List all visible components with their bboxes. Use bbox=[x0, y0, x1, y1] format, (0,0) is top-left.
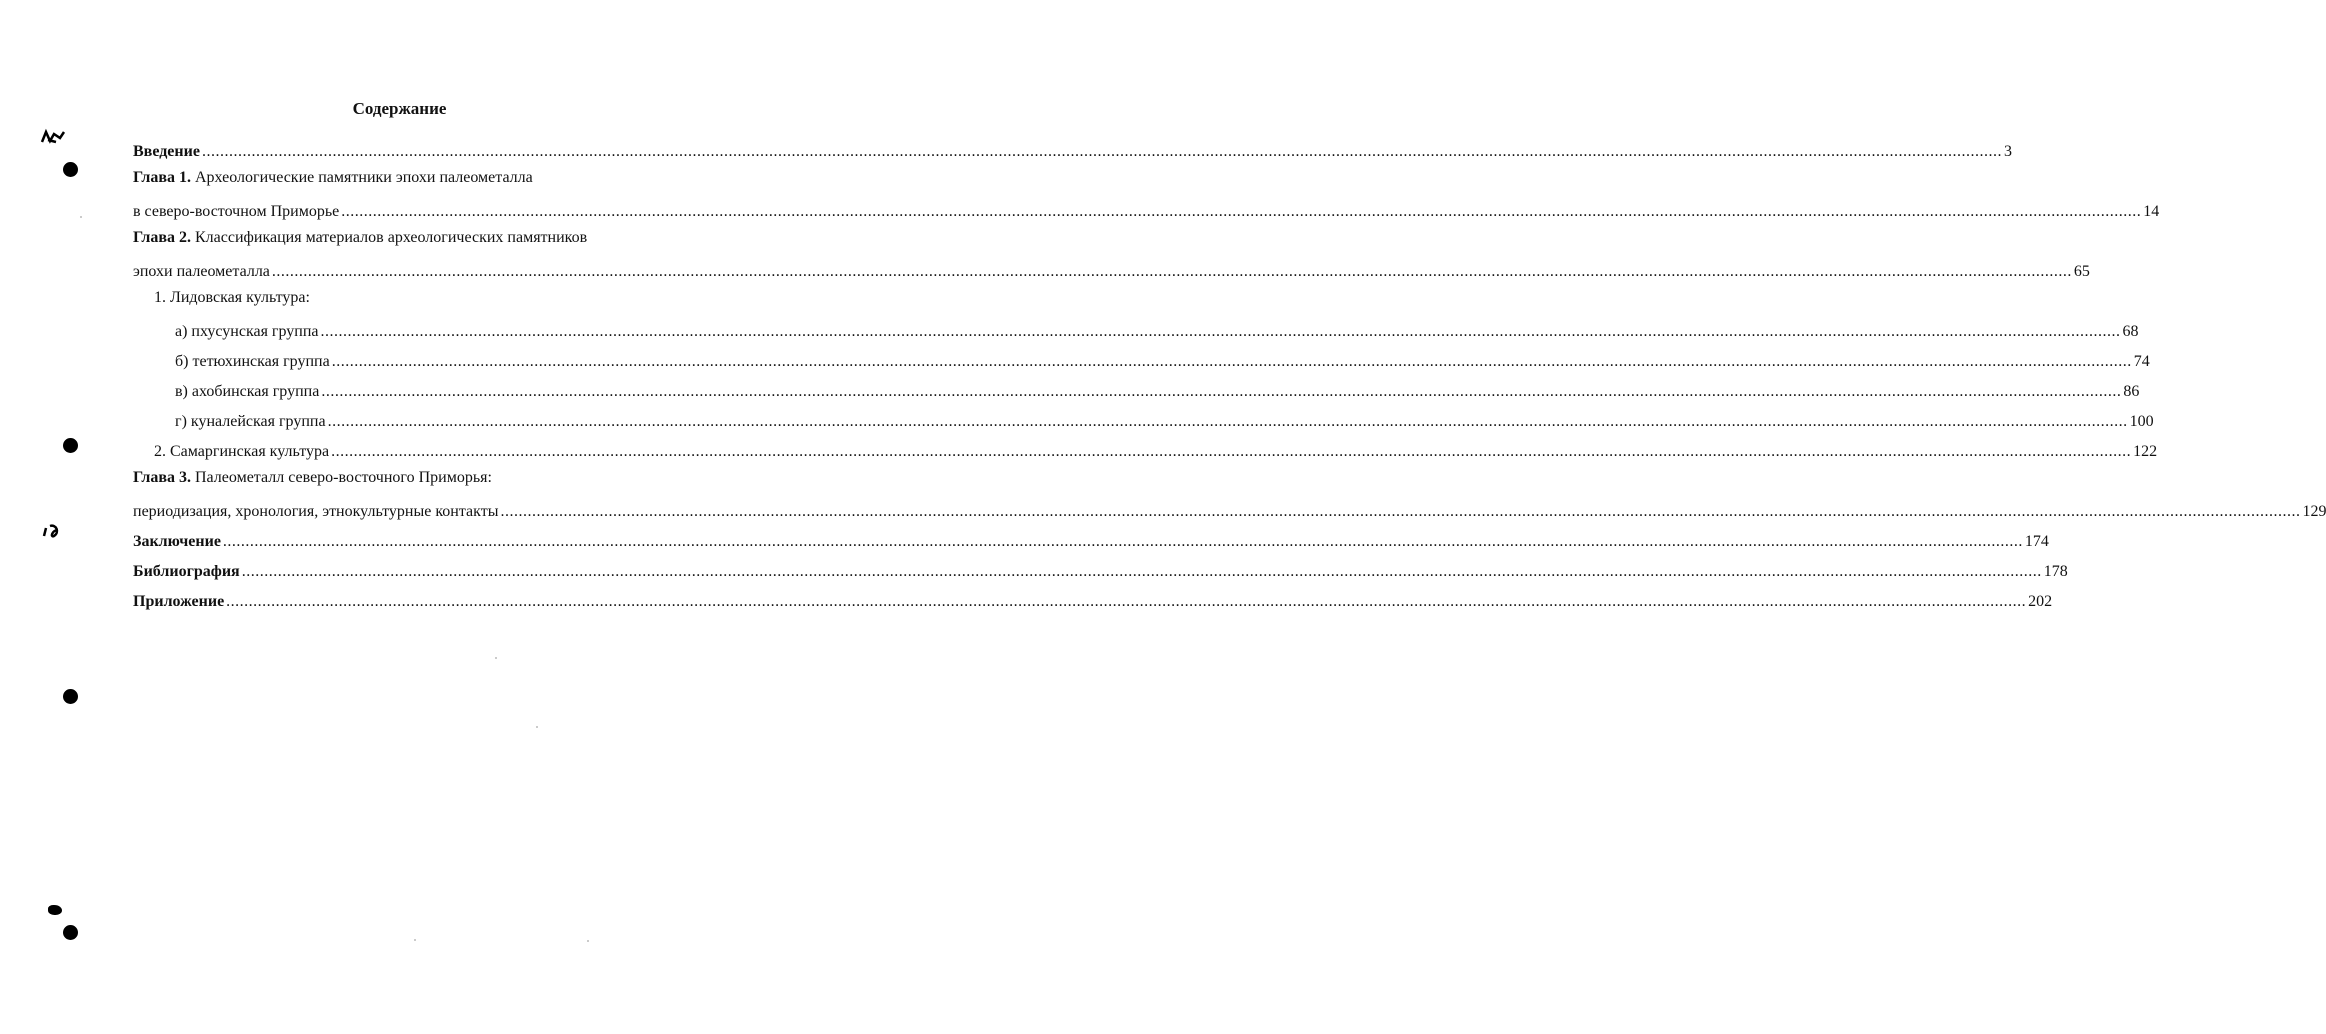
toc-page-number: 129 bbox=[2302, 503, 2326, 520]
toc-entry-text: Археологические памятники эпохи палеометалла bbox=[191, 169, 533, 186]
leader-dots: ................................................................................................................................................................................................................................................................................................................................................................................................................ bbox=[222, 533, 2023, 550]
scan-speck bbox=[536, 726, 538, 728]
scribble-mark bbox=[40, 522, 68, 542]
toc-page-number: 3 bbox=[2003, 143, 2012, 160]
toc-entry-group-g bbox=[175, 408, 2154, 432]
leader-dots: ................................................................................................................................................................................................................................................................................................................................................................................................................ bbox=[331, 353, 2132, 370]
toc-entry-group-b bbox=[175, 348, 2150, 372]
toc-entry-bold: Приложение bbox=[133, 593, 225, 610]
toc-page-number: 100 bbox=[2129, 413, 2154, 430]
scan-speck bbox=[80, 216, 82, 218]
toc-entry-introduction bbox=[133, 138, 2012, 162]
toc-entry-text: Классификация материалов археологических памятников bbox=[191, 229, 588, 246]
scan-speck bbox=[587, 940, 589, 942]
toc-entry-samarginskaya bbox=[154, 438, 2158, 462]
toc-page-number: 174 bbox=[2024, 533, 2049, 550]
toc-page-number: 65 bbox=[2073, 263, 2090, 280]
toc-entry-text: б) тетюхинская группа bbox=[175, 353, 330, 370]
toc-entry-bold: Заключение bbox=[133, 533, 221, 550]
punch-hole-mark bbox=[63, 438, 78, 453]
toc-entry-appendix bbox=[133, 588, 2053, 612]
toc-entry-group-a bbox=[175, 318, 2139, 342]
leader-dots: ................................................................................................................................................................................................................................................................................................................................................................................................................ bbox=[341, 203, 2142, 220]
leader-dots: ................................................................................................................................................................................................................................................................................................................................................................................................................ bbox=[201, 143, 2002, 160]
leader-dots: ................................................................................................................................................................................................................................................................................................................................................................................................................ bbox=[500, 503, 2301, 520]
toc-entry-lidovskaya bbox=[154, 288, 698, 312]
leader-dots: ................................................................................................................................................................................................................................................................................................................................................................................................................ bbox=[226, 593, 2027, 610]
toc-entry-bold: Глава 2. bbox=[133, 229, 191, 246]
toc-entry-text: в) ахобинская группа bbox=[175, 383, 320, 400]
toc-entry-text: периодизация, хронология, этнокультурные контакты bbox=[133, 503, 499, 520]
toc-entry-bold: Глава 1. bbox=[133, 169, 191, 186]
scribble-mark bbox=[38, 128, 68, 148]
toc-entry-conclusion bbox=[133, 528, 2049, 552]
toc-entry-chapter-1-cont bbox=[133, 198, 2160, 222]
toc-entry-group-v bbox=[175, 378, 2140, 402]
punch-hole-mark bbox=[63, 689, 78, 704]
leader-dots: ................................................................................................................................................................................................................................................................................................................................................................................................................ bbox=[241, 563, 2042, 580]
leader-dots: ................................................................................................................................................................................................................................................................................................................................................................................................................ bbox=[271, 263, 2072, 280]
scan-speck bbox=[495, 657, 497, 659]
leader-dots: ................................................................................................................................................................................................................................................................................................................................................................................................................ bbox=[321, 383, 2122, 400]
toc-entry-text: в северо-восточном Приморье bbox=[133, 203, 340, 220]
toc-page-number: 178 bbox=[2043, 563, 2068, 580]
punch-hole-mark bbox=[63, 162, 78, 177]
toc-page-number: 68 bbox=[2122, 323, 2139, 340]
toc-entry-text: эпохи палеометалла bbox=[133, 263, 270, 280]
toc-page-number: 122 bbox=[2133, 443, 2158, 460]
toc-entry-text: г) куналейская группа bbox=[175, 413, 326, 430]
toc-page-number: 86 bbox=[2123, 383, 2140, 400]
toc-entry-bold: Глава 3. bbox=[133, 469, 191, 486]
toc-entry-bold: Библиография bbox=[133, 563, 240, 580]
page-title: Содержание bbox=[352, 99, 447, 118]
toc-page-number: 74 bbox=[2133, 353, 2150, 370]
leader-dots: ................................................................................................................................................................................................................................................................................................................................................................................................................ bbox=[331, 443, 2132, 460]
toc-entry-chapter-3-cont bbox=[133, 498, 2326, 522]
leader-dots: ................................................................................................................................................................................................................................................................................................................................................................................................................ bbox=[327, 413, 2128, 430]
toc-page-number: 14 bbox=[2143, 203, 2160, 220]
toc-entry-chapter-3 bbox=[133, 468, 698, 492]
toc-entry-text: Палеометалл северо-восточного Приморья: bbox=[191, 469, 492, 486]
scan-speck bbox=[414, 939, 416, 941]
toc-entry-text: а) пхусунская группа bbox=[175, 323, 319, 340]
toc-entry-chapter-1 bbox=[133, 168, 698, 192]
leader-dots: ................................................................................................................................................................................................................................................................................................................................................................................................................ bbox=[320, 323, 2121, 340]
toc-entry-text: 1. Лидовская культура: bbox=[154, 289, 310, 306]
punch-hole-mark bbox=[63, 925, 78, 940]
toc-entry-chapter-2-cont bbox=[133, 258, 2090, 282]
toc-entry-bold: Введение bbox=[133, 143, 200, 160]
toc-page-number: 202 bbox=[2028, 593, 2053, 610]
toc-entry-text: 2. Самаргинская культура bbox=[154, 443, 330, 460]
toc-entry-chapter-2 bbox=[133, 228, 698, 252]
ink-blot-mark bbox=[48, 905, 62, 915]
toc-entry-bibliography bbox=[133, 558, 2068, 582]
